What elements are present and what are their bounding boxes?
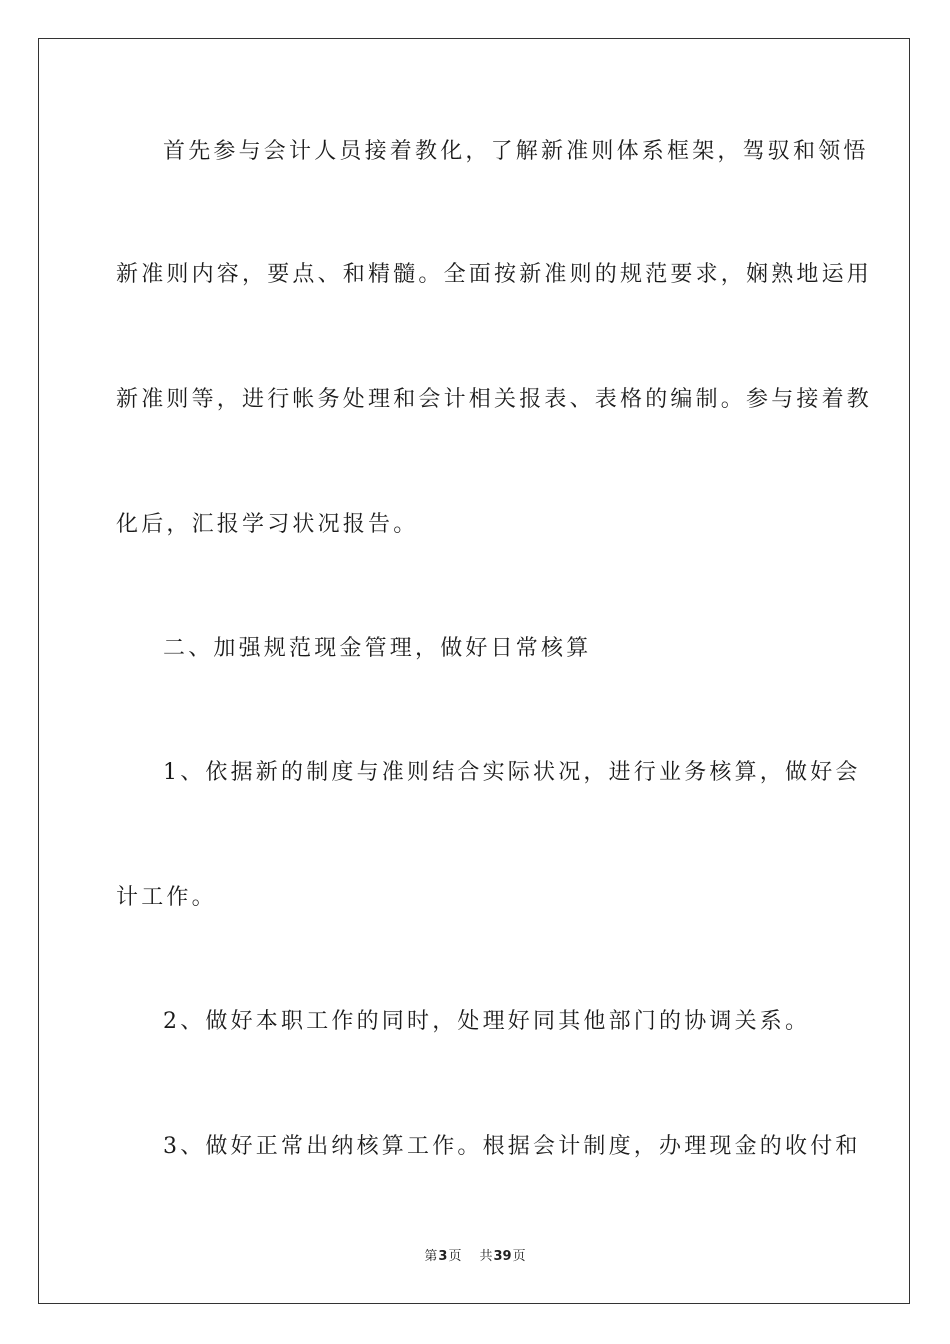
section-heading: 二、加强规范现金管理，做好日常核算: [163, 636, 592, 661]
page-prefix: 第: [424, 1249, 438, 1264]
page-footer: [0, 1245, 950, 1264]
page-suffix: 页: [448, 1249, 462, 1264]
paragraph-line: 3、做好正常出纳核算工作。根据会计制度，办理现金的收付和: [163, 1134, 861, 1159]
paragraph-line: 首先参与会计人员接着教化，了解新准则体系框架，驾驭和领悟: [163, 139, 869, 164]
page-number: 3: [438, 1249, 448, 1264]
total-suffix: 页: [512, 1249, 526, 1264]
total-prefix: 共: [479, 1249, 493, 1264]
paragraph-line: 1、依据新的制度与准则结合实际状况，进行业务核算，做好会: [163, 760, 861, 785]
page-border: [38, 38, 910, 1304]
paragraph-line: 化后，汇报学习状况报告。: [116, 512, 419, 537]
paragraph-line: 2、做好本职工作的同时，处理好同其他部门的协调关系。: [163, 1009, 811, 1034]
paragraph-line: 计工作。: [116, 885, 217, 910]
paragraph-line: 新准则内容，要点、和精髓。全面按新准则的规范要求，娴熟地运用: [116, 262, 873, 287]
total-pages: 39: [493, 1249, 512, 1264]
paragraph-line: 新准则等，进行帐务处理和会计相关报表、表格的编制。参与接着教: [116, 387, 873, 412]
